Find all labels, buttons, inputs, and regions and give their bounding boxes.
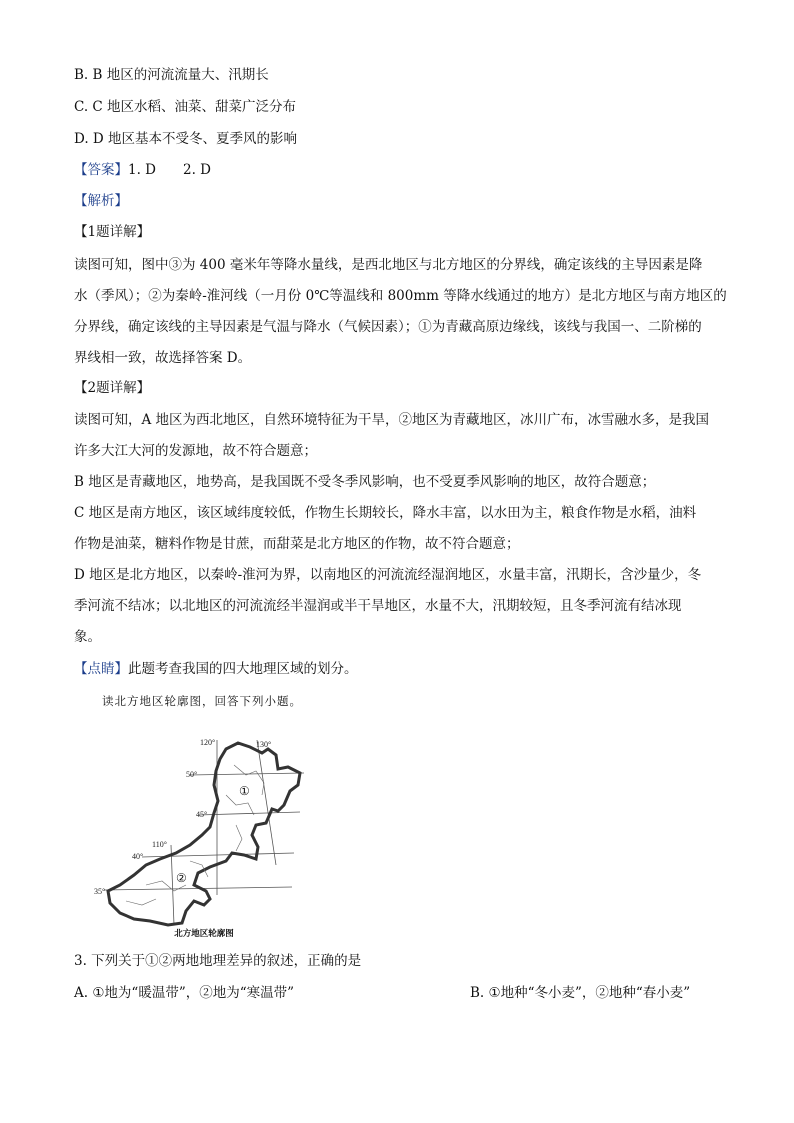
analysis-heading — [74, 192, 724, 210]
map-title: 北方地区轮廓图 — [174, 929, 234, 939]
q2-line-2: 许多大江大河的发源地，故不符合题意； — [74, 443, 317, 459]
option-c-line: C. C 地区水稻、油菜、甜菜广泛分布 — [74, 99, 297, 115]
option-b-line: B. B 地区的河流流量大、汛期长 — [74, 67, 269, 83]
region-2-label: ② — [176, 871, 187, 885]
meridian-130 — [257, 740, 276, 865]
q2-line-4: C 地区是南方地区，该区域纬度较低，作物生长期较长，降水丰富，以水田为主，粮食作物是水稻，油料 — [74, 505, 697, 521]
map-svg — [86, 735, 316, 940]
q2-line-1: 读图可知，A 地区为西北地区，自然环境特征为干旱，②地区为青藏地区，冰川广布，冰雪融水多，是我国 — [74, 412, 710, 428]
label-lat35: 35° — [94, 887, 106, 896]
q1-heading: 【1题详解】 — [74, 224, 151, 240]
tip-text: 此题考查我国的四大地理区域的划分。 — [128, 661, 358, 677]
map-intro: 读北方地区轮廓图，回答下列小题。 — [102, 694, 302, 708]
q2-line-8: 象。 — [74, 629, 101, 645]
meridian-110 — [171, 845, 174, 925]
label-lon110: 110° — [152, 840, 167, 849]
label-lat50: 50° — [186, 770, 198, 779]
tip-tag: 【点睛】 — [74, 661, 128, 677]
label-lon130: 130° — [256, 740, 272, 749]
tip-line — [74, 660, 724, 678]
region-1-label: ① — [239, 784, 250, 798]
q2-line-5: 作物是油菜，糖料作物是甘蔗，而甜菜是北方地区的作物，故不符合题意； — [74, 536, 520, 552]
q3-option-a: A. ①地为“暖温带”，②地为“寒温带” — [74, 985, 295, 1001]
q1-line-2: 水（季风）；②为秦岭-淮河线（一月份 0℃等温线和 800mm 等降水线通过的地方）是北方地区与南方地区的 — [74, 288, 727, 304]
q1-line-3: 分界线，确定该线的主导因素是气温与降水（气候因素）；①为青藏高原边缘线，该线与我国一、二阶梯的 — [74, 319, 702, 335]
q3-stem: 3. 下列关于①②两地地理差异的叙述，正确的是 — [74, 953, 362, 969]
answer-text: 1. D 2. D — [128, 162, 211, 178]
q1-line-1: 读图可知，图中③为 400 毫米年等降水量线，是西北地区与北方地区的分界线，确定该线的主导因素是降 — [74, 257, 703, 273]
q2-line-6: D 地区是北方地区，以秦岭-淮河为界，以南地区的河流流经湿润地区，水量丰富，汛期长，含沙量少，冬 — [74, 567, 702, 583]
label-lon120: 120° — [200, 738, 216, 747]
answer-tag: 【答案】 — [74, 162, 128, 178]
option-d-line: D. D 地区基本不受冬、夏季风的影响 — [74, 131, 298, 147]
north-region-map — [86, 735, 316, 940]
q2-heading: 【2题详解】 — [74, 380, 151, 396]
label-lat40: 40° — [132, 852, 144, 861]
answer-line — [74, 161, 724, 179]
analysis-tag: 【解析】 — [74, 193, 128, 209]
q3-options — [74, 984, 774, 1002]
q3-option-b: B. ①地种“冬小麦”，②地种“春小麦” — [470, 985, 691, 1001]
q2-line-7: 季河流不结冰；以北地区的河流流经半湿润或半干旱地区，水量不大，汛期较短，且冬季河流有结冰现 — [74, 598, 682, 614]
q2-line-3: B 地区是青藏地区，地势高，是我国既不受冬季风影响，也不受夏季风影响的地区，故符合题意； — [74, 474, 656, 490]
label-lat45: 45° — [196, 810, 208, 819]
q1-line-4: 界线相一致，故选择答案 D。 — [74, 350, 252, 366]
